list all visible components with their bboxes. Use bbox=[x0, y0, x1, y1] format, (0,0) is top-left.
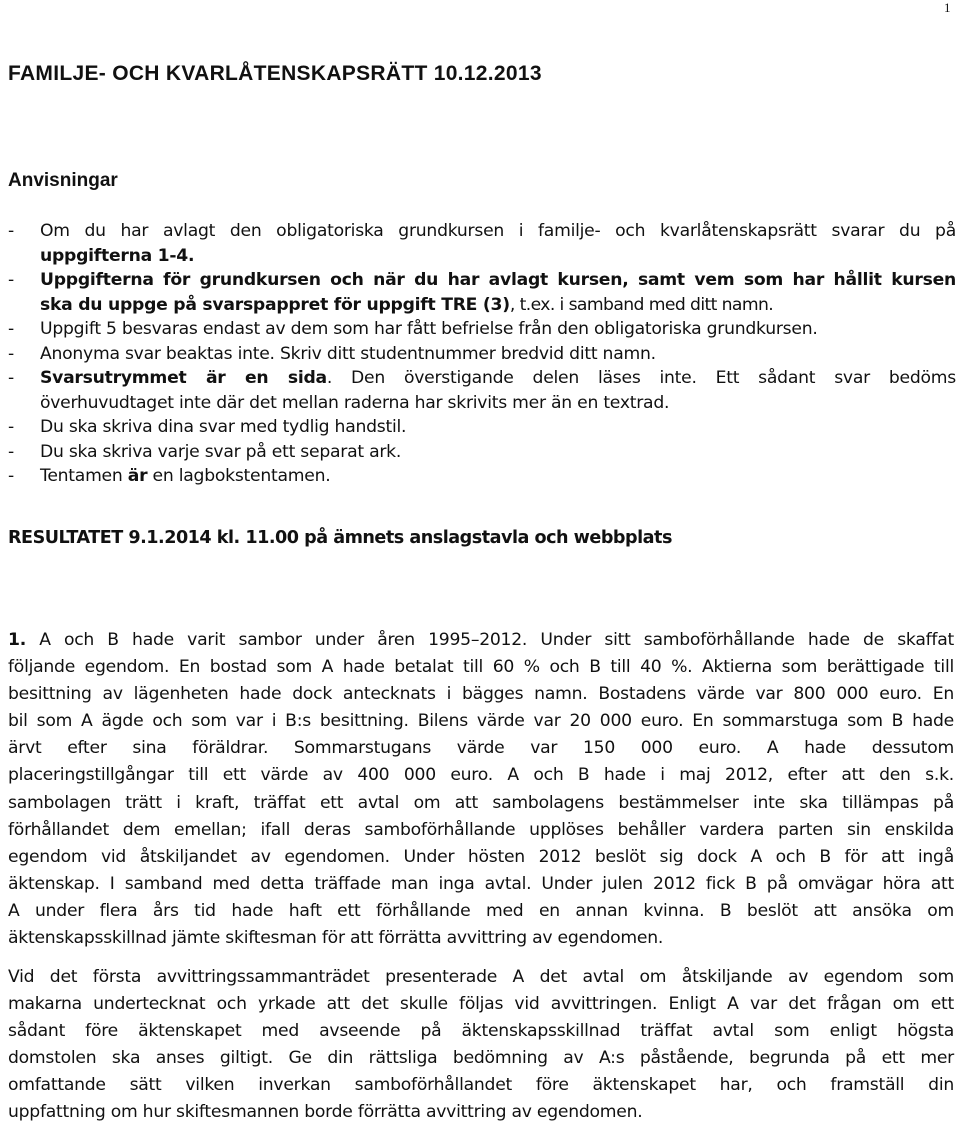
question-text-line: placeringstillgångar till ett värde av 400 000 euro. A och B hade i maj 2012, efter att den s.k. bbox=[8, 765, 954, 786]
question-text-line: makarna undertecknat och yrkade att det skulle följas vid avvittringen. Enligt A var det frågan om ett bbox=[8, 994, 954, 1015]
question-1 bbox=[8, 627, 954, 952]
result-announcement: RESULTATET 9.1.2014 kl. 11.00 på ämnets anslagstavla och webbplats bbox=[8, 528, 672, 548]
instruction-text: Du ska skriva varje svar på ett separat ark. bbox=[40, 441, 402, 462]
instruction-item bbox=[8, 415, 956, 440]
question-text-line: A under flera års tid hade haft ett förhållande med en annan kvinna. B beslöt att ansöka om bbox=[8, 900, 954, 921]
question-text-line: A och B hade varit sambor under åren 1995–2012. Under sitt samboförhållande hade de skaffat bbox=[26, 630, 954, 650]
instruction-text: en lagbokstentamen. bbox=[147, 466, 331, 486]
instruction-text: . Den överstigande delen läses inte. Ett sådant svar bedöms bbox=[326, 368, 956, 388]
instruction-text-bold: är bbox=[127, 466, 148, 486]
instruction-text: överhuvudtaget inte där det mellan raderna har skrivits mer än en textrad. bbox=[40, 392, 670, 413]
instruction-item bbox=[8, 268, 956, 317]
instruction-item bbox=[8, 342, 956, 367]
question-number: 1. bbox=[8, 630, 26, 650]
instruction-item bbox=[8, 317, 956, 342]
question-text-line: förhållandet dem emellan; ifall deras samboförhållande upplöses behåller vardera parten sin enskilda bbox=[8, 819, 954, 840]
instruction-text: Tentamen bbox=[40, 466, 128, 486]
instruction-text-bold: Svarsutrymmet är en sida bbox=[40, 368, 327, 388]
question-text-line: äktenskap. I samband med detta träffade man inga avtal. Under julen 2012 fick B på omvägar höra att bbox=[8, 873, 954, 894]
instruction-item bbox=[8, 464, 956, 489]
instruction-text-bold: - Uppgifterna för grundkursen och när du har avlagt kursen, samt vem som har hållit kursen bbox=[40, 270, 956, 290]
question-text-line: sådant före äktenskapet med avseende på äktenskapsskillnad träffat avtal som enligt högsta bbox=[8, 1021, 954, 1042]
question-text-line: sambolagen trätt i kraft, träffat ett avtal om att sambolagens bestämmelser inte ska tillämpas på bbox=[8, 792, 954, 813]
document-title: FAMILJE- OCH KVARLÅTENSKAPSRÄTT 10.12.2013 bbox=[8, 62, 542, 85]
instruction-text: - Om du har avlagt den obligatoriska grundkursen i familje- och kvarlåtenskapsrätt svarar du på bbox=[40, 221, 956, 241]
question-text-line: egendom vid åtskiljandet av egendomen. Under hösten 2012 beslöt sig dock A och B för att ingå bbox=[8, 846, 954, 867]
page-number: 1 bbox=[944, 0, 951, 15]
question-text-line: Vid det första avvittringssammanträdet presenterade A det avtal om åtskiljande av egendom som bbox=[8, 967, 954, 987]
question-text-line: omfattande sätt vilken inverkan samboförhållandet före äktenskapet har, och framställ din bbox=[8, 1075, 954, 1096]
instruction-text: Du ska skriva dina svar med tydlig handstil. bbox=[40, 417, 407, 437]
instruction-text: , t.ex. i samband med ditt namn. bbox=[509, 294, 774, 315]
instruction-item bbox=[8, 219, 956, 268]
instruction-item bbox=[8, 366, 956, 415]
instruction-text: Anonyma svar beaktas inte. Skriv ditt studentnummer bredvid ditt namn. bbox=[40, 343, 656, 364]
question-1-task bbox=[8, 964, 954, 1127]
question-text-line: ärvt efter sina föräldrar. Sommarstugans värde var 150 000 euro. A hade dessutom bbox=[8, 738, 954, 759]
instructions-list bbox=[8, 219, 956, 489]
instruction-text-bold: ska du uppge på svarspappret för uppgift TRE (3) bbox=[40, 294, 510, 315]
instruction-text-bold: uppgifterna 1-4. bbox=[40, 245, 195, 266]
instruction-item bbox=[8, 440, 956, 465]
question-text-line: bil som A ägde och som var i B:s besittning. Bilens värde var 20 000 euro. En sommarstuga som B hade bbox=[8, 711, 954, 732]
question-text-line: följande egendom. En bostad som A hade betalat till 60 % och B till 40 %. Aktierna som berättigade till bbox=[8, 657, 954, 678]
instructions-heading: Anvisningar bbox=[8, 170, 118, 191]
instruction-text: Uppgift 5 besvaras endast av dem som har fått befrielse från den obligatoriska grundkursen. bbox=[40, 319, 818, 339]
question-text-line: uppfattning om hur skiftesmannen borde förrätta avvittring av egendomen. bbox=[8, 1102, 643, 1123]
question-text-line: besittning av lägenheten hade dock antecknats i bägges namn. Bostadens värde var 800 000 euro. En bbox=[8, 684, 954, 705]
question-text-line: äktenskapsskillnad jämte skiftesman för att förrätta avvittring av egendomen. bbox=[8, 928, 664, 949]
question-text-line: domstolen ska anses giltigt. Ge din rättsliga bedömning av A:s påstående, begrunda på ett mer bbox=[8, 1048, 954, 1069]
